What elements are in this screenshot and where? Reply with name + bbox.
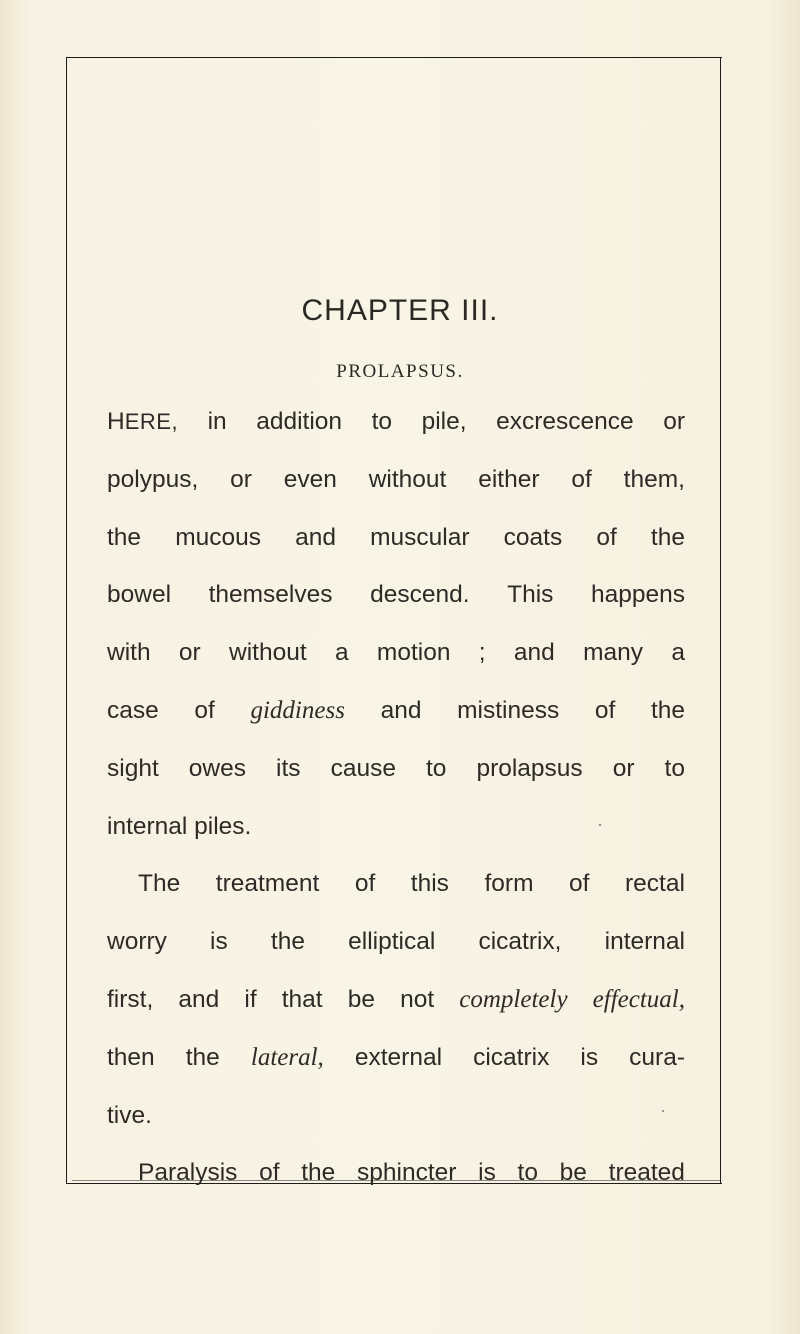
word: internal	[604, 928, 685, 956]
frame-left-rule	[66, 57, 67, 1184]
word: of	[194, 696, 215, 724]
word: of	[571, 465, 592, 493]
word: motion	[376, 639, 451, 667]
word: sphincter	[357, 1159, 457, 1187]
word: ;	[478, 639, 486, 667]
word: or	[663, 408, 685, 435]
word: either	[478, 465, 540, 493]
word: themselves	[208, 581, 333, 609]
word: to	[425, 754, 447, 782]
word: addition	[256, 408, 343, 435]
word: the	[650, 523, 685, 551]
word: and	[178, 985, 220, 1013]
text-line	[107, 855, 685, 913]
word: owes	[188, 754, 246, 782]
word: be	[347, 985, 375, 1013]
word: with	[107, 639, 151, 667]
frame-top-rule	[66, 57, 722, 58]
word: its	[276, 754, 301, 782]
word: happens	[590, 581, 685, 609]
word: this	[410, 870, 449, 898]
word: case	[107, 696, 159, 724]
word: even	[283, 465, 337, 493]
chapter-title: CHAPTER III.	[301, 294, 499, 327]
word: is	[580, 1043, 599, 1071]
word: bowel	[107, 581, 172, 609]
word: the	[270, 928, 305, 956]
word: prolapsus	[476, 754, 583, 782]
word: the	[185, 1043, 220, 1071]
word: or	[230, 465, 252, 493]
word: that	[281, 985, 323, 1013]
word: of	[259, 1159, 280, 1187]
word: or	[178, 639, 201, 667]
text-line	[107, 1144, 685, 1202]
text-line	[107, 1029, 685, 1087]
word: to	[517, 1159, 538, 1187]
text-line	[107, 798, 685, 856]
section-title: PROLAPSUS.	[336, 361, 464, 382]
word: cicatrix,	[478, 928, 562, 956]
text-line	[107, 971, 685, 1029]
word: is	[478, 1159, 496, 1187]
word: descend.	[370, 581, 470, 609]
word: coats	[503, 523, 563, 551]
word: cura-	[629, 1043, 685, 1071]
word: the	[650, 696, 685, 724]
italic-word: completely	[459, 985, 568, 1013]
word: first,	[107, 985, 154, 1013]
word: in	[207, 408, 227, 435]
text-line	[107, 740, 685, 798]
word: of	[596, 523, 617, 551]
word: treated	[608, 1159, 685, 1187]
word: a	[671, 639, 685, 667]
text-line	[107, 624, 685, 682]
word: many	[583, 639, 644, 667]
word: of	[354, 870, 376, 898]
text-line	[107, 913, 685, 971]
word: This	[507, 581, 554, 609]
italic-word: effectual,	[592, 985, 685, 1013]
word: if	[244, 985, 257, 1013]
word: of	[569, 870, 590, 898]
word: treatment	[215, 870, 320, 898]
word: them,	[623, 465, 685, 493]
word: Paralysis	[138, 1159, 238, 1187]
word: muscular	[370, 523, 470, 551]
word: and	[380, 696, 422, 724]
small-caps-opening-word: HERE,	[107, 408, 179, 435]
text-line	[107, 1087, 685, 1145]
print-speck	[662, 1110, 664, 1112]
word: and	[513, 639, 555, 667]
frame-right-rule	[720, 57, 721, 1184]
word: cicatrix	[473, 1043, 550, 1071]
word: cause	[330, 754, 396, 782]
text-line	[107, 393, 685, 451]
text-line	[107, 566, 685, 624]
italic-word: lateral,	[250, 1043, 324, 1071]
word: form	[484, 870, 534, 898]
word: sight	[107, 754, 159, 782]
word: then	[107, 1043, 155, 1071]
word: without	[368, 465, 447, 493]
text-line	[107, 509, 685, 567]
word: elliptical	[348, 928, 436, 956]
word: without	[229, 639, 307, 667]
word: The	[138, 870, 181, 898]
word: a	[334, 639, 349, 667]
word: to	[371, 408, 393, 435]
word: mucous	[175, 523, 261, 551]
word: rectal	[625, 870, 685, 898]
word: the	[301, 1159, 336, 1187]
word: the	[107, 523, 142, 551]
word: and	[295, 523, 336, 551]
word: be	[559, 1159, 587, 1187]
word: of	[594, 696, 616, 724]
word: excrescence	[496, 408, 634, 435]
text-line	[107, 682, 685, 740]
word: worry	[107, 928, 167, 956]
text-line	[107, 451, 685, 509]
body-text	[107, 393, 685, 1202]
word: pile,	[421, 408, 467, 435]
italic-word: giddiness	[250, 696, 345, 724]
word: to	[664, 754, 685, 782]
word: mistiness	[457, 696, 560, 724]
word: or	[612, 754, 635, 782]
print-speck	[599, 824, 601, 826]
word: external	[354, 1043, 443, 1071]
word: polypus,	[107, 465, 199, 493]
word: tive.	[107, 1101, 152, 1129]
word: internal piles.	[107, 812, 252, 840]
word: not	[400, 985, 435, 1013]
word: is	[210, 928, 228, 956]
